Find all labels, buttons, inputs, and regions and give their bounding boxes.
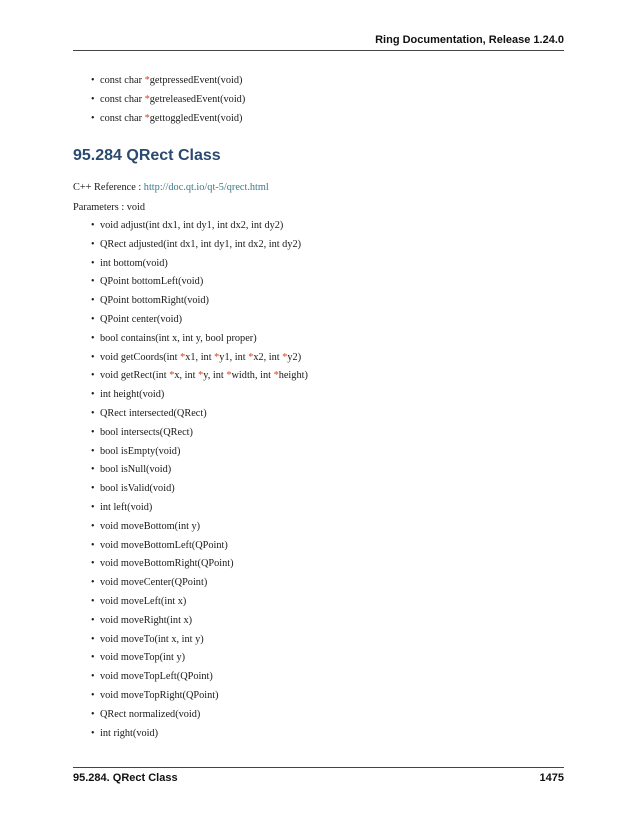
item-text: void moveTop(int y)	[100, 652, 186, 664]
item-text: QPoint bottomRight(void)	[100, 295, 209, 307]
method-item	[73, 311, 308, 330]
item-text: bool isNull(void)	[100, 464, 172, 476]
item-text: width, int	[231, 370, 274, 382]
item-text: void moveLeft(int x)	[100, 595, 187, 607]
previous-method-list	[73, 72, 245, 128]
cpp-reference-line	[73, 182, 269, 193]
pointer-star: *	[169, 370, 175, 382]
item-text: y, int	[203, 370, 227, 382]
item-text: gettoggledEvent(void)	[149, 112, 243, 124]
method-item	[73, 555, 308, 574]
item-text: x2, int	[253, 351, 283, 363]
method-item	[73, 349, 308, 368]
method-item	[73, 499, 308, 518]
method-item	[73, 612, 308, 631]
method-item	[73, 593, 308, 612]
item-text: void getRect(int	[100, 370, 170, 382]
method-item	[73, 405, 308, 424]
pointer-star: *	[144, 112, 150, 124]
method-item	[73, 367, 308, 386]
pointer-star: *	[226, 370, 232, 382]
item-text: QRect intersected(QRect)	[100, 407, 207, 419]
method-item	[73, 687, 308, 706]
method-item	[73, 480, 308, 499]
item-text: y1, int	[219, 351, 249, 363]
method-item	[73, 537, 308, 556]
method-item	[73, 273, 308, 292]
method-item	[73, 461, 308, 480]
header-divider	[73, 50, 564, 51]
method-item	[73, 649, 308, 668]
pointer-star: *	[214, 351, 220, 363]
item-text: void moveCenter(QPoint)	[100, 577, 208, 589]
item-text: const char	[100, 112, 145, 124]
item-text: bool isValid(void)	[100, 483, 175, 495]
method-item	[73, 574, 308, 593]
parameters-line: Parameters : void	[73, 202, 146, 213]
item-text: void moveTopRight(QPoint)	[100, 689, 219, 701]
list-item	[73, 72, 245, 91]
method-item	[73, 631, 308, 650]
footer-divider	[73, 767, 564, 768]
pointer-star: *	[248, 351, 254, 363]
method-item	[73, 518, 308, 537]
reference-label: C++ Reference :	[73, 182, 144, 193]
item-text: int bottom(void)	[100, 257, 168, 269]
item-text: void getCoords(int	[100, 351, 181, 363]
method-item	[73, 255, 308, 274]
method-item	[73, 386, 308, 405]
item-text: QRect adjusted(int dx1, int dy1, int dx2, int dy2)	[100, 238, 302, 250]
method-item	[73, 236, 308, 255]
item-text: bool intersects(QRect)	[100, 426, 193, 438]
pointer-star: *	[273, 370, 279, 382]
page-header	[73, 34, 564, 50]
item-text: x, int	[174, 370, 199, 382]
list-item	[73, 110, 245, 129]
item-text: QRect normalized(void)	[100, 708, 201, 720]
pointer-star: *	[180, 351, 186, 363]
item-text: getpressedEvent(void)	[149, 75, 243, 86]
page-footer	[73, 772, 564, 784]
item-text: void moveTo(int x, int y)	[100, 633, 204, 645]
item-text: void moveBottomLeft(QPoint)	[100, 539, 228, 551]
page-number: 1475	[539, 772, 564, 784]
method-list	[73, 217, 308, 743]
item-text: void adjust(int dx1, int dy1, int dx2, int dy2)	[100, 220, 284, 231]
item-text: void moveRight(int x)	[100, 614, 193, 626]
method-item	[73, 217, 308, 236]
method-item	[73, 443, 308, 462]
list-item	[73, 91, 245, 110]
pointer-star: *	[282, 351, 288, 363]
item-text: height)	[278, 370, 308, 382]
item-text: bool contains(int x, int y, bool proper)	[100, 332, 257, 344]
method-item	[73, 424, 308, 443]
item-text: void moveBottom(int y)	[100, 520, 201, 532]
item-text: int height(void)	[100, 389, 165, 401]
method-item	[73, 725, 308, 744]
item-text: const char	[100, 75, 145, 86]
item-text: int left(void)	[100, 501, 153, 513]
item-text: void moveBottomRight(QPoint)	[100, 558, 234, 570]
item-text: y2)	[287, 351, 302, 363]
item-text: x1, int	[185, 351, 215, 363]
item-text: int right(void)	[100, 727, 159, 739]
item-text: getreleasedEvent(void)	[149, 93, 246, 105]
item-text: void moveTopLeft(QPoint)	[100, 671, 213, 683]
method-item	[73, 668, 308, 687]
footer-section-label: 95.284. QRect Class	[73, 772, 178, 784]
item-text: QPoint bottomLeft(void)	[100, 276, 204, 288]
method-item	[73, 330, 308, 349]
reference-link[interactable]: http://doc.qt.io/qt-5/qrect.html	[143, 182, 269, 193]
pointer-star: *	[198, 370, 204, 382]
item-text: const char	[100, 93, 145, 105]
document-title: Ring Documentation, Release 1.24.0	[375, 34, 564, 46]
item-text: bool isEmpty(void)	[100, 445, 181, 457]
section-heading: 95.284 QRect Class	[73, 147, 221, 164]
method-item	[73, 706, 308, 725]
pointer-star: *	[144, 93, 150, 105]
pointer-star: *	[144, 75, 150, 86]
item-text: QPoint center(void)	[100, 313, 183, 325]
method-item	[73, 292, 308, 311]
